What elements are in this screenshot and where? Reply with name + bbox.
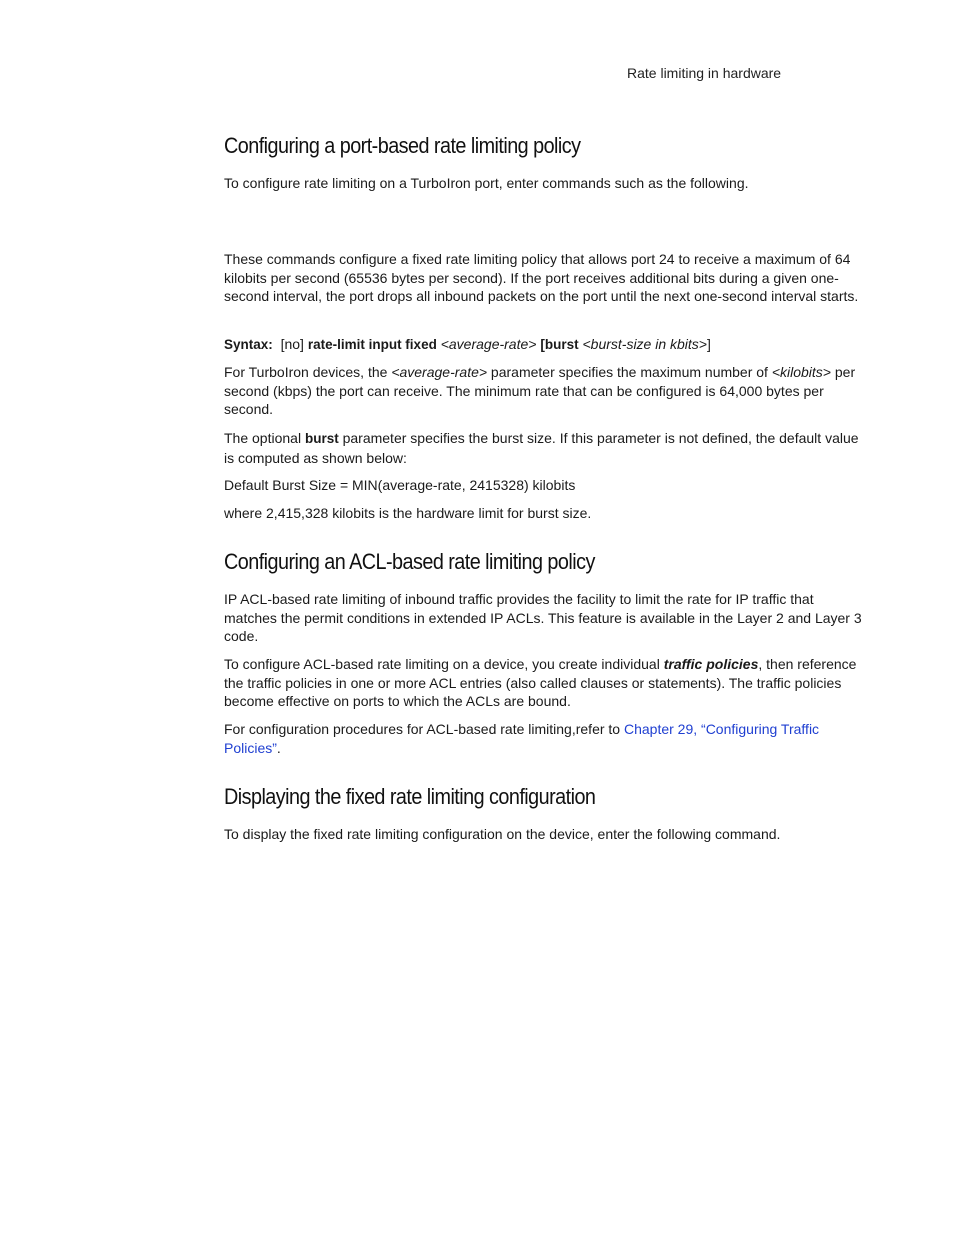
turbo-text-2: parameter specifies the maximum number of	[487, 364, 772, 380]
burst-limit-note: where 2,415,328 kilobits is the hardware limit for burst size.	[224, 505, 592, 521]
traffic-policies-term: traffic policies	[663, 656, 759, 672]
displaying-intro: To display the fixed rate limiting configuration on the device, enter the following command.	[224, 826, 781, 842]
acl-paragraph-2	[224, 655, 870, 711]
syntax-burst-keyword: burst	[544, 337, 579, 352]
section-heading-port-based: Configuring a port-based rate limiting policy	[224, 133, 581, 158]
burst-keyword: burst	[304, 431, 339, 446]
acl-p2-text-2: , then reference the traffic policies in one or more ACL entries (also called clauses or statements). The traffic policies become effective on ports to which the ACLs are bound.	[224, 656, 857, 710]
running-header: Rate limiting in hardware	[627, 65, 782, 81]
section-heading-displaying: Displaying the fixed rate limiting configuration	[224, 784, 596, 809]
turbo-kilobits: <kilobits>	[771, 364, 831, 380]
syntax-line	[224, 335, 870, 355]
port-based-explanation: These commands configure a fixed rate limiting policy that allows port 24 to receive a maximum of 64 kilobits per second (65536 bytes per second). If the port receives additional bits during a given one-second interval, the port drops all inbound packets on the port until the next one-second interval starts.	[224, 251, 859, 305]
syntax-open-bracket: [	[540, 337, 545, 352]
syntax-average-rate: <average-rate>	[440, 336, 537, 352]
syntax-burst-size: <burst-size in kbits>	[582, 336, 707, 352]
turbo-text-1: For TurboIron devices, the	[224, 364, 392, 380]
section-heading-acl-based: Configuring an ACL-based rate limiting policy	[224, 549, 595, 574]
burst-formula: Default Burst Size = MIN(average-rate, 2415328) kilobits	[224, 477, 576, 493]
acl-p2-text-1: To configure ACL-based rate limiting on a device, you create individual	[224, 656, 664, 672]
burst-text-2: parameter specifies the burst size. If this parameter is not defined, the default value is computed as shown below:	[224, 430, 859, 466]
syntax-no: [no]	[280, 336, 304, 352]
acl-paragraph-1: IP ACL-based rate limiting of inbound traffic provides the facility to limit the rate for IP traffic that matches the permit conditions in extended IP ACLs. This feature is available in the Layer 2 and Layer 3 code.	[224, 591, 862, 645]
syntax-command: rate-limit input fixed	[307, 337, 437, 352]
turboiron-paragraph	[224, 363, 870, 419]
burst-text-1: The optional	[224, 430, 305, 446]
acl-paragraph-3	[224, 720, 870, 757]
acl-p3-text-2: .	[276, 739, 281, 756]
turbo-text-3: per second (kbps) the port can receive. The minimum rate that can be configured is 64,000 bytes per second.	[224, 364, 856, 418]
turbo-average-rate: <average-rate>	[391, 364, 488, 380]
syntax-label: Syntax:	[224, 337, 273, 352]
burst-paragraph	[224, 429, 870, 467]
port-based-intro: To configure rate limiting on a TurboIron port, enter commands such as the following.	[224, 175, 749, 191]
acl-p3-text-1: For configuration procedures for ACL-based rate limiting,refer to	[224, 721, 624, 737]
chapter-29-link[interactable]: Chapter 29, “Configuring Traffic Policies”	[224, 721, 820, 756]
syntax-close-bracket: ]	[706, 336, 711, 352]
